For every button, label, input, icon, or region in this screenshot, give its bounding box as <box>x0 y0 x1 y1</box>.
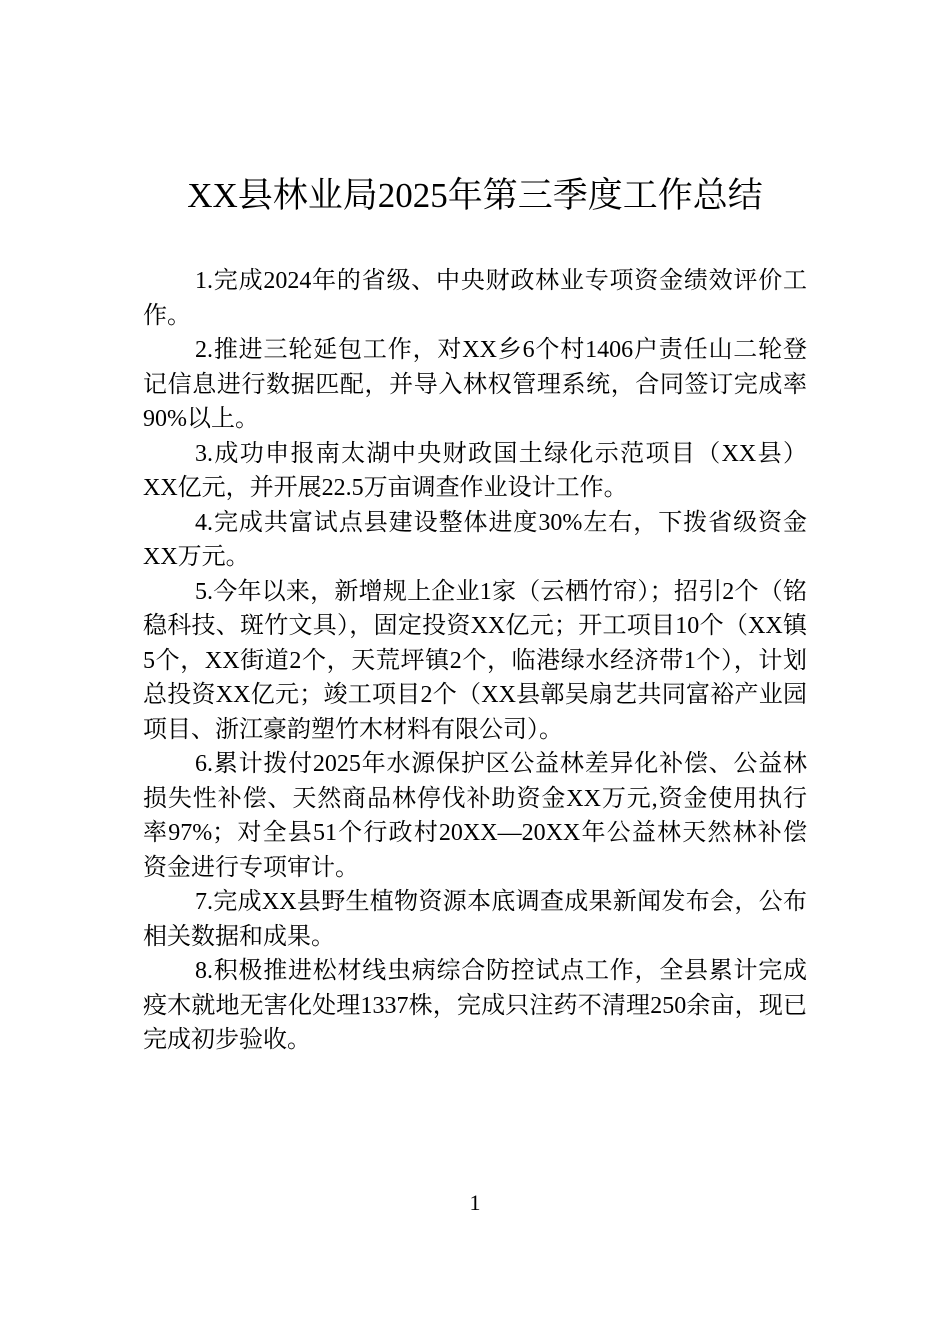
paragraph-item-6: 6.累计拨付2025年水源保护区公益林差异化补偿、公益林损失性补偿、天然商品林停伐补助资金XX万元,资金使用执行率97%；对全县51个行政村20XX—20XX年公益林天然林补偿资金进行专项审计。 <box>143 751 807 881</box>
paragraph-item-2: 2.推进三轮延包工作，对XX乡6个村1406户责任山二轮登记信息进行数据匹配，并导入林权管理系统，合同签订完成率90%以上。 <box>143 337 807 432</box>
document-body <box>143 264 807 1058</box>
paragraph-item-1: 1.完成2024年的省级、中央财政林业专项资金绩效评价工作。 <box>143 268 807 329</box>
page-number: 1 <box>469 1190 481 1215</box>
paragraph-item-7: 7.完成XX县野生植物资源本底调查成果新闻发布会，公布相关数据和成果。 <box>143 889 807 950</box>
paragraph-item-5: 5.今年以来，新增规上企业1家（云栖竹帘）；招引2个（铭稳科技、斑竹文具），固定投资XX亿元；开工项目10个（XX镇5个，XX街道2个，天荒坪镇2个，临港绿水经济带1个），计划总投资XX亿元；竣工项目2个（XX县鄣吴扇艺共同富裕产业园项目、浙江豪韵塑竹木材料有限公司）。 <box>143 578 807 743</box>
document-title: XX县林业局2025年第三季度工作总结 <box>187 176 763 215</box>
paragraph-item-4: 4.完成共富试点县建设整体进度30%左右，下拨省级资金XX万元。 <box>143 509 807 570</box>
paragraph-item-3: 3.成功申报南太湖中央财政国土绿化示范项目（XX县）XX亿元，并开展22.5万亩调查作业设计工作。 <box>143 440 807 501</box>
paragraph-item-8: 8.积极推进松材线虫病综合防控试点工作，全县累计完成疫木就地无害化处理1337株，完成只注药不清理250余亩，现已完成初步验收。 <box>143 958 807 1053</box>
